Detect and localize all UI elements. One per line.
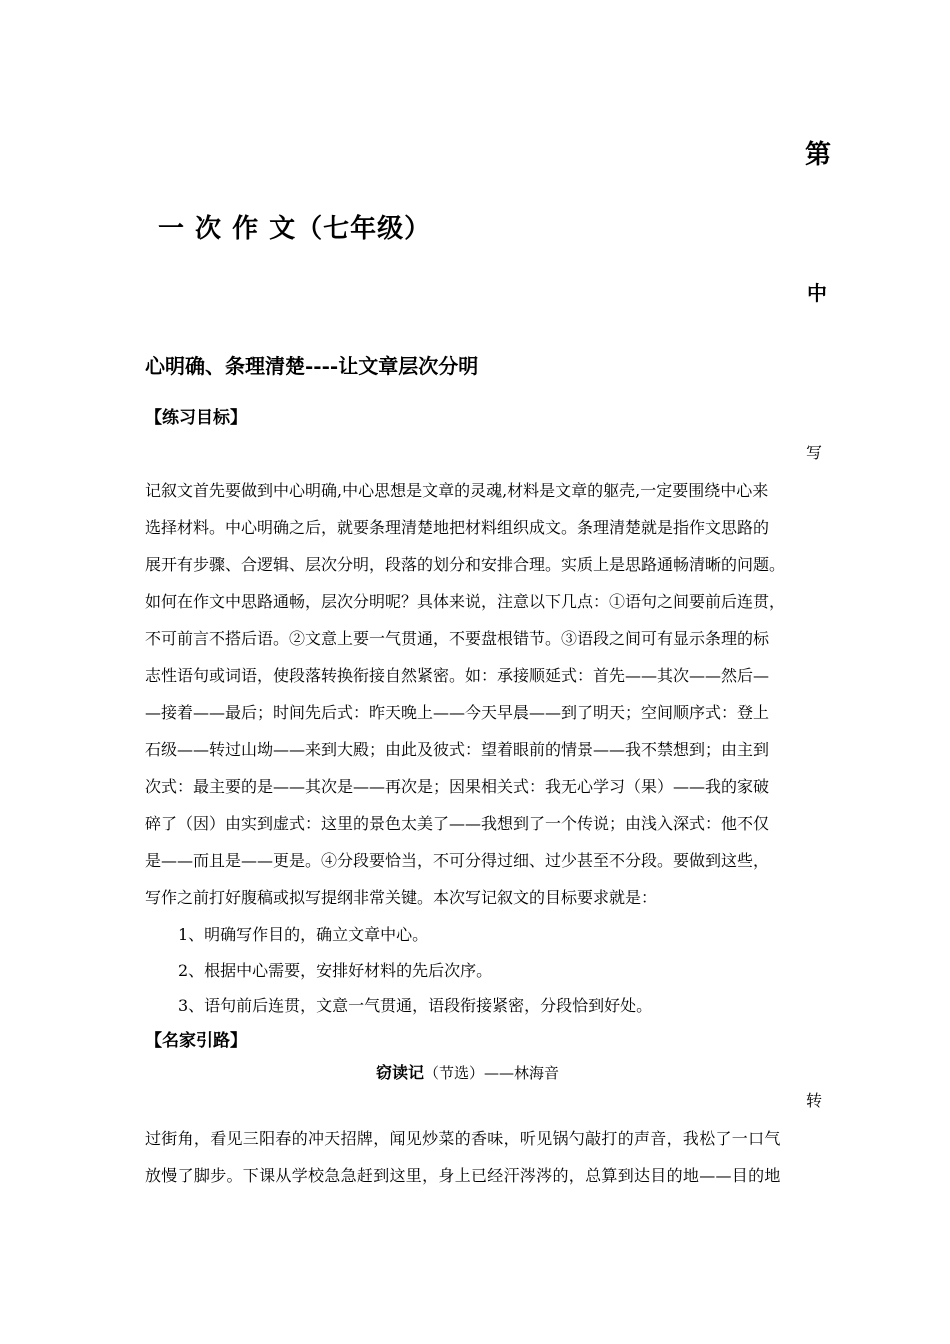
goal-paragraph-line: 不可前言不搭后语。②文意上要一气贯通，不要盘根错节。③语段之间可有显示条理的标: [145, 629, 770, 648]
goal-paragraph-line: 写作之前打好腹稿或拟写提纲非常关键。本次写记叙文的目标要求就是：: [145, 888, 658, 907]
article-meta: （节选）——林海音: [424, 1064, 560, 1082]
goal-paragraph-line: 次式：最主要的是——其次是——再次是；因果相关式：我无心学习（果）——我的家破: [145, 777, 770, 796]
goal-paragraph-line: 石级——转过山坳——来到大殿；由此及彼式：望着眼前的情景——我不禁想到；由主到: [145, 740, 770, 759]
subtitle-first-char: 中: [807, 281, 827, 305]
guide-paragraph-line: 放慢了脚步。下课从学校急急赶到这里，身上已经汗涔涔的，总算到达目的地——目的地: [145, 1166, 781, 1185]
goal-paragraph-line: —接着——最后；时间先后式：昨天晚上——今天早晨——到了明天；空间顺序式：登上: [145, 703, 770, 722]
goal-paragraph-line: 是——而且是——更是。④分段要恰当，不可分得过细、过少甚至不分段。要做到这些，: [145, 851, 770, 870]
goal-first-char: 写: [806, 443, 823, 462]
title-first-char: 第: [805, 140, 832, 170]
guide-paragraph-line: 过街角，看见三阳春的冲天招牌，闻见炒菜的香味，听见锅勺敲打的声音，我松了一口气: [145, 1129, 781, 1148]
guide-first-char: 转: [806, 1091, 823, 1110]
goal-list-item: 3、语句前后连贯，文意一气贯通，语段衔接紧密，分段恰到好处。: [178, 996, 653, 1015]
goal-paragraph-line: 选择材料。中心明确之后，就要条理清楚地把材料组织成文。条理清楚就是指作文思路的: [145, 518, 770, 537]
goal-paragraph-line: 展开有步骤、合逻辑、层次分明，段落的划分和安排合理。实质上是思路通畅清晰的问题。: [145, 555, 786, 574]
goal-paragraph-line: 如何在作文中思路通畅，层次分明呢？具体来说，注意以下几点：①语句之间要前后连贯，: [145, 592, 786, 611]
subtitle-text: 心明确、条理清楚----让文章层次分明: [145, 354, 479, 378]
section-heading-goal: 【练习目标】: [145, 408, 247, 428]
goal-paragraph-line: 碎了（因）由实到虚式：这里的景色太美了——我想到了一个传说；由浅入深式：他不仅: [145, 814, 770, 833]
title-text: 一 次 作 文（七年级）: [158, 214, 432, 244]
goal-paragraph-line: 志性语句或词语，使段落转换衔接自然紧密。如：承接顺延式：首先——其次——然后—: [145, 666, 770, 685]
goal-paragraph-line: 记叙文首先要做到中心明确,中心思想是文章的灵魂,材料是文章的躯壳,一定要围绕中心来: [145, 481, 769, 500]
article-title: 窃读记: [376, 1063, 425, 1082]
article-title-line: [376, 1060, 559, 1083]
goal-list-item: 1、明确写作目的，确立文章中心。: [178, 925, 429, 944]
goal-list-item: 2、根据中心需要，安排好材料的先后次序。: [178, 961, 493, 980]
section-heading-guide: 【名家引路】: [145, 1031, 247, 1051]
